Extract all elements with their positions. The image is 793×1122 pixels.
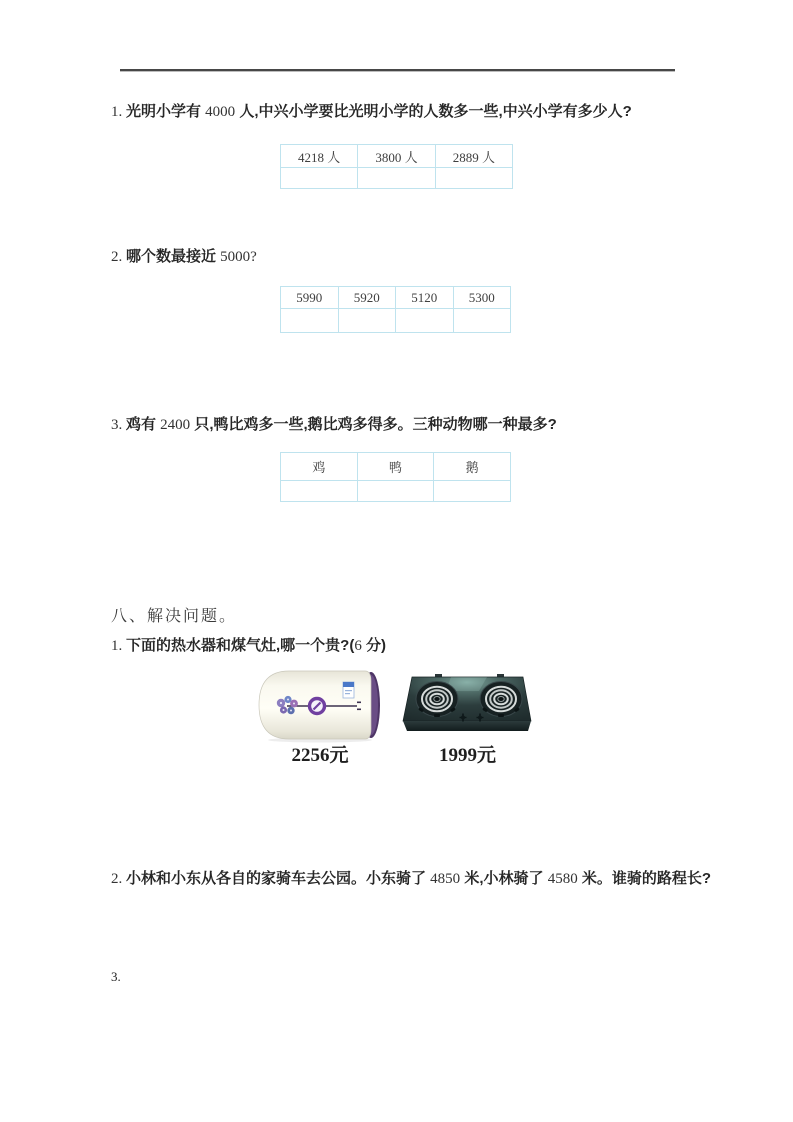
burner-right — [480, 682, 522, 718]
table-cell — [338, 309, 396, 333]
table-cell: 鸭 — [357, 453, 434, 481]
gas-stove-price: 1999元 — [438, 745, 496, 766]
table-cell: 5990 — [281, 287, 339, 309]
table-cell — [281, 309, 339, 333]
problem-2-number: 2. — [111, 871, 126, 887]
section-8-heading: 八、解决问题。 — [111, 608, 238, 625]
energy-label — [343, 682, 354, 698]
water-heater-image — [257, 669, 383, 748]
table-cell — [281, 168, 358, 189]
table-row — [281, 287, 511, 309]
table-cell: 4218 人 — [281, 145, 358, 168]
question-2-number: 2. — [111, 249, 126, 265]
table-row — [281, 145, 513, 168]
section8-problem-3-number: 3. — [111, 969, 121, 984]
water-heater-price: 2256元 — [291, 745, 349, 766]
table-cell: 鸡 — [281, 453, 358, 481]
table-row — [281, 481, 511, 502]
table-cell: 2889 人 — [435, 145, 512, 168]
table-cell: 5120 — [396, 287, 454, 309]
header-rule — [120, 69, 675, 72]
section8-problem-1-text: 1. 下面的热水器和煤气灶,哪一个贵?(6 分) — [111, 637, 386, 654]
table-cell — [396, 309, 454, 333]
table-cell: 5920 — [338, 287, 396, 309]
table-cell: 3800 人 — [358, 145, 435, 168]
table-row — [281, 309, 511, 333]
table-cell — [453, 309, 511, 333]
answer-table-q1 — [280, 144, 513, 189]
table-cell — [357, 481, 434, 502]
question-3-text: 3. 鸡有 2400 只,鸭比鸡多一些,鹅比鸡多得多。三种动物哪一种最多? — [111, 416, 557, 433]
burner-left — [416, 682, 458, 718]
question-3-number: 3. — [111, 417, 126, 433]
question-1-text: 1. 光明小学有 4000 人,中兴小学要比光明小学的人数多一些,中兴小学有多少人? — [111, 103, 632, 120]
table-cell — [281, 481, 358, 502]
table-cell — [358, 168, 435, 189]
table-row — [281, 453, 511, 481]
answer-table-q3 — [280, 452, 511, 502]
table-cell — [434, 481, 511, 502]
answer-table-q2 — [280, 286, 511, 333]
question-2-text: 2. 哪个数最接近 5000? — [111, 248, 257, 265]
gas-stove-image — [399, 672, 536, 741]
table-cell: 5300 — [453, 287, 511, 309]
table-row — [281, 168, 513, 189]
table-cell: 鹅 — [434, 453, 511, 481]
section8-problem-2-text: 2. 小林和小东从各自的家骑车去公园。小东骑了 4850 米,小林骑了 4580 米。谁骑的路程长? — [111, 870, 712, 887]
problem-1-number: 1. — [111, 638, 126, 654]
table-cell — [435, 168, 512, 189]
question-1-number: 1. — [111, 104, 126, 120]
